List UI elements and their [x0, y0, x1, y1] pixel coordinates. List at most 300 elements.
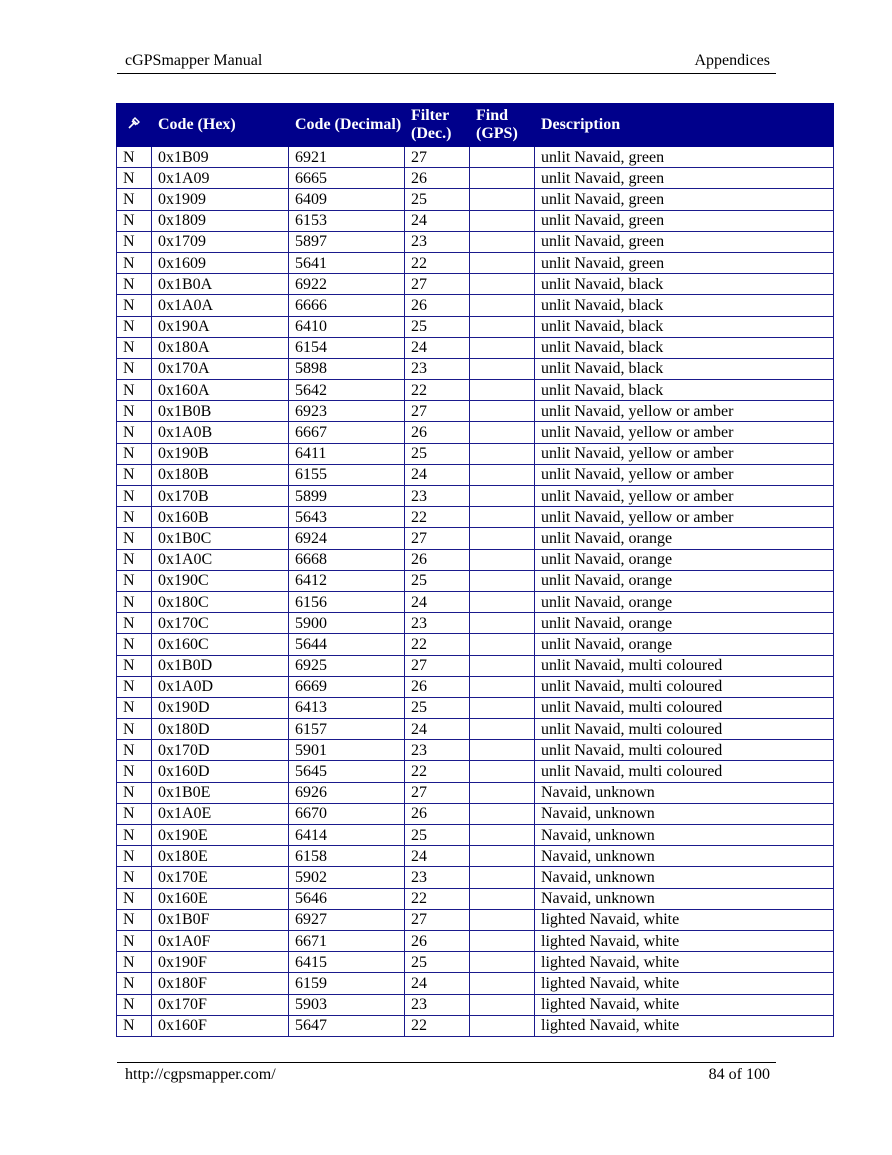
cell-code-decimal: 6154	[289, 337, 405, 358]
cell-description: unlit Navaid, green	[535, 147, 834, 168]
cell-code-hex: 0x190D	[152, 697, 289, 718]
cell-description: Navaid, unknown	[535, 803, 834, 824]
cell-code-hex: 0x1A0F	[152, 930, 289, 951]
cell-filter: 25	[405, 952, 470, 973]
cell-find	[470, 1015, 535, 1036]
cell-type: N	[117, 168, 152, 189]
cell-code-hex: 0x1B0C	[152, 528, 289, 549]
cell-filter: 22	[405, 1015, 470, 1036]
table-row	[117, 528, 834, 549]
cell-description: unlit Navaid, yellow or amber	[535, 486, 834, 507]
cell-code-decimal: 6159	[289, 973, 405, 994]
cell-find	[470, 486, 535, 507]
cell-find	[470, 697, 535, 718]
table-row	[117, 655, 834, 676]
cell-description: unlit Navaid, multi coloured	[535, 740, 834, 761]
cell-find	[470, 570, 535, 591]
cell-code-decimal: 6155	[289, 464, 405, 485]
table-header-row	[117, 104, 834, 147]
cell-filter: 23	[405, 994, 470, 1015]
cell-filter: 25	[405, 697, 470, 718]
cell-code-decimal: 6153	[289, 210, 405, 231]
cell-code-decimal: 6927	[289, 909, 405, 930]
cell-filter: 24	[405, 210, 470, 231]
cell-description: lighted Navaid, white	[535, 1015, 834, 1036]
column-header-description: Description	[535, 104, 834, 147]
cell-filter: 25	[405, 316, 470, 337]
cell-description: Navaid, unknown	[535, 867, 834, 888]
cell-find	[470, 634, 535, 655]
column-header-code-decimal: Code (Decimal)	[289, 104, 405, 147]
cell-code-decimal: 6669	[289, 676, 405, 697]
cell-filter: 22	[405, 634, 470, 655]
cell-filter: 26	[405, 803, 470, 824]
cell-type: N	[117, 634, 152, 655]
table-row	[117, 676, 834, 697]
poi-type-table	[116, 103, 834, 1037]
cell-find	[470, 782, 535, 803]
cell-find	[470, 846, 535, 867]
cell-type: N	[117, 464, 152, 485]
cell-filter: 25	[405, 189, 470, 210]
table-row	[117, 761, 834, 782]
cell-description: unlit Navaid, black	[535, 380, 834, 401]
cell-description: unlit Navaid, green	[535, 210, 834, 231]
cell-code-hex: 0x1B0A	[152, 274, 289, 295]
table-row	[117, 189, 834, 210]
cell-type: N	[117, 528, 152, 549]
cell-type: N	[117, 274, 152, 295]
table-row	[117, 422, 834, 443]
cell-find	[470, 825, 535, 846]
cell-type: N	[117, 825, 152, 846]
cell-description: unlit Navaid, yellow or amber	[535, 464, 834, 485]
cell-description: unlit Navaid, black	[535, 274, 834, 295]
cell-filter: 24	[405, 337, 470, 358]
cell-filter: 23	[405, 740, 470, 761]
cell-find	[470, 740, 535, 761]
table-row	[117, 613, 834, 634]
table-row	[117, 337, 834, 358]
cell-code-decimal: 5898	[289, 358, 405, 379]
cell-find	[470, 803, 535, 824]
cell-filter: 26	[405, 549, 470, 570]
cell-find	[470, 719, 535, 740]
cell-code-hex: 0x170D	[152, 740, 289, 761]
cell-description: unlit Navaid, orange	[535, 528, 834, 549]
table-row	[117, 930, 834, 951]
cell-type: N	[117, 1015, 152, 1036]
cell-code-decimal: 6668	[289, 549, 405, 570]
cell-find	[470, 401, 535, 422]
cell-code-hex: 0x180B	[152, 464, 289, 485]
cell-filter: 26	[405, 168, 470, 189]
cell-filter: 27	[405, 274, 470, 295]
cell-type: N	[117, 676, 152, 697]
cell-code-hex: 0x190A	[152, 316, 289, 337]
table-row	[117, 888, 834, 909]
cell-description: unlit Navaid, black	[535, 295, 834, 316]
cell-description: unlit Navaid, multi coloured	[535, 676, 834, 697]
table-row	[117, 486, 834, 507]
cell-description: unlit Navaid, yellow or amber	[535, 443, 834, 464]
cell-find	[470, 761, 535, 782]
table-body	[117, 147, 834, 1037]
cell-type: N	[117, 719, 152, 740]
cell-type: N	[117, 888, 152, 909]
cell-code-hex: 0x160A	[152, 380, 289, 401]
cell-type: N	[117, 782, 152, 803]
cell-type: N	[117, 655, 152, 676]
cell-find	[470, 655, 535, 676]
cell-type: N	[117, 613, 152, 634]
cell-filter: 22	[405, 761, 470, 782]
table-row	[117, 252, 834, 273]
cell-find	[470, 867, 535, 888]
cell-filter: 23	[405, 231, 470, 252]
cell-description: unlit Navaid, black	[535, 337, 834, 358]
cell-code-hex: 0x170C	[152, 613, 289, 634]
cell-code-decimal: 6666	[289, 295, 405, 316]
table-row	[117, 295, 834, 316]
cell-find	[470, 591, 535, 612]
table-header	[117, 104, 834, 147]
cell-type: N	[117, 147, 152, 168]
cell-find	[470, 422, 535, 443]
cell-code-decimal: 6409	[289, 189, 405, 210]
cell-code-decimal: 6665	[289, 168, 405, 189]
table-row	[117, 147, 834, 168]
cell-type: N	[117, 867, 152, 888]
cell-code-hex: 0x1809	[152, 210, 289, 231]
cell-filter: 25	[405, 825, 470, 846]
cell-code-decimal: 6412	[289, 570, 405, 591]
cell-filter: 24	[405, 973, 470, 994]
cell-code-hex: 0x160E	[152, 888, 289, 909]
header-title: cGPSmapper Manual	[125, 52, 263, 69]
cell-type: N	[117, 422, 152, 443]
cell-description: unlit Navaid, green	[535, 168, 834, 189]
cell-find	[470, 888, 535, 909]
cell-code-decimal: 5646	[289, 888, 405, 909]
cell-find	[470, 168, 535, 189]
cell-code-decimal: 6415	[289, 952, 405, 973]
cell-description: unlit Navaid, orange	[535, 591, 834, 612]
cell-find	[470, 358, 535, 379]
cell-filter: 24	[405, 591, 470, 612]
cell-description: unlit Navaid, orange	[535, 613, 834, 634]
cell-type: N	[117, 486, 152, 507]
cell-type: N	[117, 252, 152, 273]
cell-filter: 27	[405, 528, 470, 549]
cell-filter: 26	[405, 295, 470, 316]
cell-code-decimal: 6921	[289, 147, 405, 168]
table-row	[117, 782, 834, 803]
cell-code-decimal: 6411	[289, 443, 405, 464]
cell-code-decimal: 6667	[289, 422, 405, 443]
table-row	[117, 231, 834, 252]
cell-find	[470, 528, 535, 549]
cell-type: N	[117, 295, 152, 316]
cell-find	[470, 252, 535, 273]
cell-code-hex: 0x160F	[152, 1015, 289, 1036]
table-row	[117, 719, 834, 740]
cell-find	[470, 147, 535, 168]
cell-code-hex: 0x1A0E	[152, 803, 289, 824]
header-section: Appendices	[694, 52, 770, 69]
cell-find	[470, 613, 535, 634]
cell-filter: 22	[405, 252, 470, 273]
cell-description: unlit Navaid, multi coloured	[535, 719, 834, 740]
cell-type: N	[117, 909, 152, 930]
cell-description: unlit Navaid, green	[535, 231, 834, 252]
cell-code-hex: 0x1A0B	[152, 422, 289, 443]
cell-code-decimal: 5643	[289, 507, 405, 528]
table-row	[117, 846, 834, 867]
cell-code-hex: 0x1909	[152, 189, 289, 210]
cell-code-decimal: 5897	[289, 231, 405, 252]
table-row	[117, 464, 834, 485]
table-row	[117, 591, 834, 612]
cell-type: N	[117, 761, 152, 782]
table-row	[117, 210, 834, 231]
cell-type: N	[117, 337, 152, 358]
cell-code-hex: 0x190B	[152, 443, 289, 464]
cell-description: Navaid, unknown	[535, 782, 834, 803]
cell-type: N	[117, 443, 152, 464]
cell-type: N	[117, 591, 152, 612]
cell-description: unlit Navaid, yellow or amber	[535, 422, 834, 443]
cell-description: Navaid, unknown	[535, 888, 834, 909]
cell-description: lighted Navaid, white	[535, 930, 834, 951]
cell-find	[470, 337, 535, 358]
cell-code-decimal: 5645	[289, 761, 405, 782]
column-header-pin	[117, 104, 152, 147]
cell-find	[470, 952, 535, 973]
table-row	[117, 443, 834, 464]
page-footer	[117, 1062, 776, 1085]
cell-code-hex: 0x160C	[152, 634, 289, 655]
cell-code-decimal: 6410	[289, 316, 405, 337]
cell-code-hex: 0x1B0E	[152, 782, 289, 803]
cell-code-decimal: 5642	[289, 380, 405, 401]
cell-code-hex: 0x180D	[152, 719, 289, 740]
cell-code-hex: 0x190C	[152, 570, 289, 591]
column-header-filter: Filter (Dec.)	[405, 104, 470, 147]
cell-code-decimal: 6413	[289, 697, 405, 718]
cell-type: N	[117, 570, 152, 591]
cell-filter: 22	[405, 507, 470, 528]
table-row	[117, 697, 834, 718]
cell-filter: 26	[405, 676, 470, 697]
cell-description: unlit Navaid, multi coloured	[535, 697, 834, 718]
cell-type: N	[117, 846, 152, 867]
cell-filter: 24	[405, 719, 470, 740]
cell-filter: 27	[405, 147, 470, 168]
cell-description: lighted Navaid, white	[535, 909, 834, 930]
cell-type: N	[117, 740, 152, 761]
cell-description: unlit Navaid, yellow or amber	[535, 401, 834, 422]
cell-code-decimal: 5899	[289, 486, 405, 507]
cell-type: N	[117, 697, 152, 718]
cell-code-hex: 0x1709	[152, 231, 289, 252]
column-header-code-hex: Code (Hex)	[152, 104, 289, 147]
cell-filter: 23	[405, 358, 470, 379]
table-row	[117, 634, 834, 655]
cell-code-hex: 0x1A09	[152, 168, 289, 189]
cell-code-hex: 0x160D	[152, 761, 289, 782]
cell-code-hex: 0x160B	[152, 507, 289, 528]
cell-find	[470, 909, 535, 930]
cell-type: N	[117, 380, 152, 401]
cell-code-hex: 0x1B0D	[152, 655, 289, 676]
cell-description: unlit Navaid, orange	[535, 570, 834, 591]
table-row	[117, 380, 834, 401]
pin-icon	[127, 116, 141, 130]
table-row	[117, 1015, 834, 1036]
table-row	[117, 740, 834, 761]
cell-filter: 26	[405, 422, 470, 443]
cell-code-hex: 0x180F	[152, 973, 289, 994]
table-row	[117, 825, 834, 846]
cell-filter: 27	[405, 782, 470, 803]
cell-filter: 25	[405, 443, 470, 464]
table-row	[117, 168, 834, 189]
cell-find	[470, 189, 535, 210]
table-row	[117, 909, 834, 930]
cell-filter: 27	[405, 655, 470, 676]
table-row	[117, 401, 834, 422]
cell-code-hex: 0x1B0F	[152, 909, 289, 930]
cell-filter: 24	[405, 464, 470, 485]
cell-description: unlit Navaid, orange	[535, 634, 834, 655]
cell-code-hex: 0x1A0A	[152, 295, 289, 316]
cell-description: unlit Navaid, multi coloured	[535, 761, 834, 782]
cell-code-decimal: 6156	[289, 591, 405, 612]
cell-filter: 23	[405, 486, 470, 507]
table-row	[117, 316, 834, 337]
cell-type: N	[117, 231, 152, 252]
page-header	[117, 51, 776, 74]
cell-code-decimal: 5647	[289, 1015, 405, 1036]
cell-code-hex: 0x1A0D	[152, 676, 289, 697]
cell-type: N	[117, 507, 152, 528]
cell-code-decimal: 5644	[289, 634, 405, 655]
cell-code-hex: 0x180E	[152, 846, 289, 867]
table-row	[117, 274, 834, 295]
cell-find	[470, 210, 535, 231]
table-row	[117, 973, 834, 994]
cell-code-decimal: 6670	[289, 803, 405, 824]
cell-description: unlit Navaid, green	[535, 189, 834, 210]
cell-filter: 23	[405, 867, 470, 888]
cell-find	[470, 231, 535, 252]
cell-code-hex: 0x1B09	[152, 147, 289, 168]
cell-description: lighted Navaid, white	[535, 994, 834, 1015]
cell-code-hex: 0x1609	[152, 252, 289, 273]
cell-description: unlit Navaid, green	[535, 252, 834, 273]
table-row	[117, 867, 834, 888]
cell-code-decimal: 6926	[289, 782, 405, 803]
cell-code-hex: 0x180C	[152, 591, 289, 612]
cell-type: N	[117, 316, 152, 337]
cell-code-decimal: 5900	[289, 613, 405, 634]
table-row	[117, 803, 834, 824]
cell-code-decimal: 5902	[289, 867, 405, 888]
cell-code-decimal: 6671	[289, 930, 405, 951]
cell-type: N	[117, 973, 152, 994]
cell-code-decimal: 5901	[289, 740, 405, 761]
page-number: 84 of 100	[708, 1066, 770, 1083]
cell-code-hex: 0x1B0B	[152, 401, 289, 422]
cell-type: N	[117, 930, 152, 951]
cell-find	[470, 507, 535, 528]
cell-description: unlit Navaid, black	[535, 316, 834, 337]
cell-type: N	[117, 210, 152, 231]
cell-code-decimal: 6922	[289, 274, 405, 295]
cell-find	[470, 443, 535, 464]
cell-filter: 23	[405, 613, 470, 634]
cell-description: unlit Navaid, black	[535, 358, 834, 379]
cell-code-decimal: 5903	[289, 994, 405, 1015]
cell-find	[470, 930, 535, 951]
cell-filter: 27	[405, 401, 470, 422]
cell-code-hex: 0x190E	[152, 825, 289, 846]
cell-code-decimal: 6924	[289, 528, 405, 549]
cell-type: N	[117, 994, 152, 1015]
cell-code-decimal: 6923	[289, 401, 405, 422]
cell-find	[470, 316, 535, 337]
cell-code-decimal: 5641	[289, 252, 405, 273]
cell-filter: 27	[405, 909, 470, 930]
cell-code-decimal: 6158	[289, 846, 405, 867]
cell-description: lighted Navaid, white	[535, 952, 834, 973]
table-row	[117, 570, 834, 591]
cell-code-hex: 0x170F	[152, 994, 289, 1015]
cell-type: N	[117, 189, 152, 210]
cell-code-decimal: 6925	[289, 655, 405, 676]
cell-type: N	[117, 401, 152, 422]
cell-description: unlit Navaid, orange	[535, 549, 834, 570]
table-row	[117, 952, 834, 973]
cell-code-decimal: 6157	[289, 719, 405, 740]
cell-code-hex: 0x170B	[152, 486, 289, 507]
cell-find	[470, 380, 535, 401]
cell-find	[470, 994, 535, 1015]
cell-code-hex: 0x170A	[152, 358, 289, 379]
cell-find	[470, 274, 535, 295]
cell-filter: 26	[405, 930, 470, 951]
cell-description: Navaid, unknown	[535, 825, 834, 846]
cell-find	[470, 464, 535, 485]
column-header-find: Find (GPS)	[470, 104, 535, 147]
cell-find	[470, 295, 535, 316]
cell-type: N	[117, 803, 152, 824]
cell-description: unlit Navaid, yellow or amber	[535, 507, 834, 528]
cell-find	[470, 676, 535, 697]
cell-filter: 24	[405, 846, 470, 867]
cell-type: N	[117, 358, 152, 379]
cell-description: Navaid, unknown	[535, 846, 834, 867]
cell-code-hex: 0x190F	[152, 952, 289, 973]
table-row	[117, 549, 834, 570]
cell-code-hex: 0x1A0C	[152, 549, 289, 570]
cell-find	[470, 549, 535, 570]
cell-type: N	[117, 549, 152, 570]
cell-filter: 22	[405, 888, 470, 909]
cell-code-decimal: 6414	[289, 825, 405, 846]
cell-filter: 22	[405, 380, 470, 401]
